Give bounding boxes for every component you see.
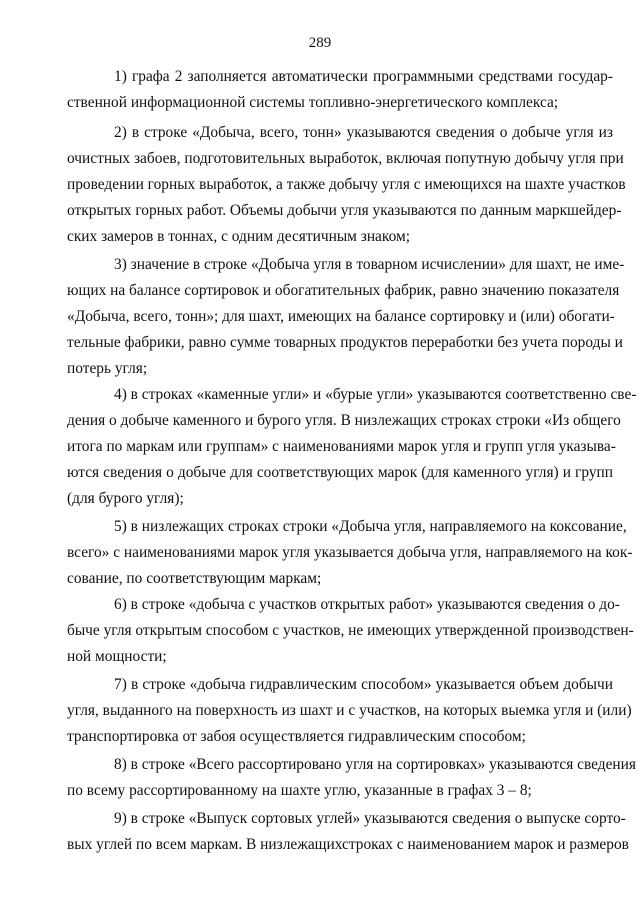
paragraph-1-line-2: ственной информационной системы топливно-энергетического комплекса; xyxy=(67,94,559,111)
paragraph-6-line-1: 6) в строке «добыча с участков открытых работ» указываются сведения о до- xyxy=(114,596,620,613)
paragraph-7-line-3: транспортировка от забоя осуществляется гидравлическим способом; xyxy=(67,728,526,745)
paragraph-4-line-2: дения о добыче каменного и бурого угля. В низлежащих строках строки «Из общего xyxy=(67,412,621,429)
page-number: 289 xyxy=(308,35,332,51)
paragraph-4-line-5: (для бурого угля); xyxy=(67,490,184,507)
paragraph-5-line-1: 5) в низлежащих строках строки «Добыча угля, направляемого на коксование, xyxy=(114,518,627,535)
paragraph-1-line-1: 1) графа 2 заполняется автоматически программными средствами государ- xyxy=(114,68,613,85)
paragraph-3-line-2: ющих на балансе сортировок и обогатительных фабрик, равно значению показателя xyxy=(67,282,620,299)
paragraph-7-line-2: угля, выданного на поверхность из шахт и с участков, на которых выемка угля и (или) xyxy=(67,702,632,719)
paragraph-2-line-4: открытых горных работ. Объемы добычи угля указываются по данным маркшейдер- xyxy=(67,202,622,219)
paragraph-4-line-4: ются сведения о добыче для соответствующих марок (для каменного угля) и групп xyxy=(67,464,613,481)
paragraph-7-line-1: 7) в строке «добыча гидравлическим способом» указывается объем добычи xyxy=(114,676,613,693)
paragraph-3-line-4: тельные фабрики, равно сумме товарных продуктов переработки без учета породы и xyxy=(67,334,623,351)
paragraph-9-line-1: 9) в строке «Выпуск сортовых углей» указываются сведения о выпуске сорто- xyxy=(114,810,626,827)
paragraph-2-line-5: ских замеров в тоннах, с одним десятичным знаком; xyxy=(67,228,411,245)
paragraph-3-line-5: потерь угля; xyxy=(67,360,148,377)
paragraph-6-line-2: быче угля открытым способом с участков, не имеющих утвержденной производствен- xyxy=(67,622,634,639)
paragraph-5-line-2: всего» с наименованиями марок угля указывается добыча угля, направляемого на кок- xyxy=(67,544,633,561)
paragraph-2-line-2: очистных забоев, подготовительных выработок, включая попутную добычу угля при xyxy=(67,150,624,167)
paragraph-8-line-2: по всему рассортированному на шахте углю, указанные в графах 3 – 8; xyxy=(67,782,532,799)
paragraph-9-line-2: вых углей по всем маркам. В низлежащихстроках с наименованием марок и размеров xyxy=(67,836,629,853)
paragraph-4-line-1: 4) в строках «каменные угли» и «бурые угли» указываются соответственно све- xyxy=(114,386,637,403)
paragraph-5-line-3: сование, по соответствующим маркам; xyxy=(67,570,322,587)
paragraph-2-line-3: проведении горных выработок, а также добычу угля с имеющихся на шахте участков xyxy=(67,176,626,193)
paragraph-3-line-1: 3) значение в строке «Добыча угля в товарном исчислении» для шахт, не име- xyxy=(114,256,625,273)
paragraph-3-line-3: «Добыча, всего, тонн»; для шахт, имеющих на балансе сортировку и (или) обогати- xyxy=(67,308,615,325)
paragraph-6-line-3: ной мощности; xyxy=(67,648,167,665)
paragraph-8-line-1: 8) в строке «Всего рассортировано угля на сортировках» указываются сведения xyxy=(114,756,636,773)
paragraph-2-line-1: 2) в строке «Добыча, всего, тонн» указываются сведения о добыче угля из xyxy=(114,124,613,141)
paragraph-4-line-3: итога по маркам или группам» с наименованиями марок угля и групп угля указыва- xyxy=(67,438,616,455)
